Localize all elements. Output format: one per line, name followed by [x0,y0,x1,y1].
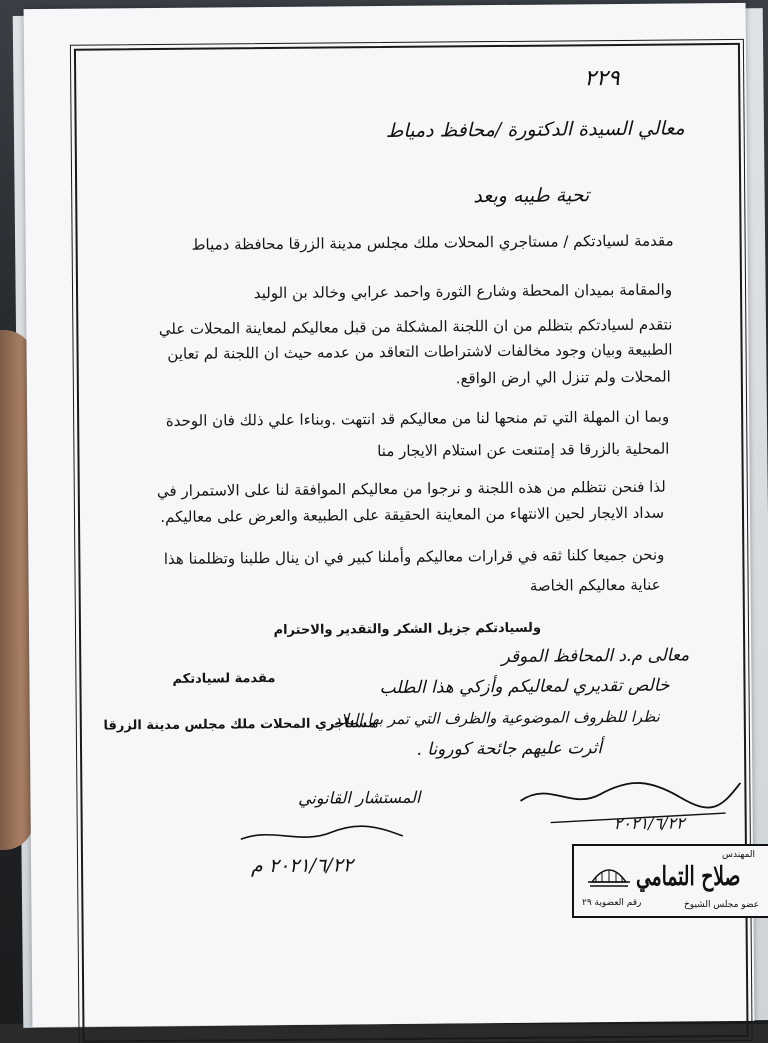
annotation-line: أثرت عليهم جائحة كورونا . [416,738,603,760]
stamp-profession: المهندس [722,850,756,860]
body-line: لذا فنحن نتظلم من هذه اللجنة و نرجوا من معاليكم الموافقة لنا على الاستمرار في [156,477,666,501]
advisor-title: المستشار القانوني [297,787,421,808]
stamp-name: صلاح التمامي [636,862,741,892]
page-number: ٢٢٩ [584,65,620,92]
body-line: ونحن جميعا كلنا ثقه في قرارات معاليكم وأملنا كبير في ان ينال طلبنا وتظلمنا هذا [163,545,665,568]
annotation-line: معالى م.د المحافظ الموقر [501,645,690,668]
parliament-dome-icon [584,860,634,890]
member-stamp [572,844,768,918]
body-line: نتقدم لسيادتكم بتظلم من ان اللجنة المشكلة من قبل معاليكم لمعاينة المحلات علي [158,315,673,339]
annotation-line: خالص تقديري لمعاليكم وأزكي هذا الطلب [379,675,670,699]
submitted-to: مقدمة لسيادتكم [172,670,276,687]
submitter: مستاجري المحلات ملك مجلس مدينة الزرقا [103,716,376,734]
annotation-line: نظرا للظروف الموضوعية والظرف التي تمر بها البلاد [333,707,660,729]
stamp-membership: رقم العضوية ٢٩ [582,898,642,908]
addressee: معالي السيدة الدكتورة /محافظ دمياط [385,117,685,143]
body-line: عناية معاليكم الخاصة [529,575,661,595]
greeting: تحية طيبه وبعد [473,184,590,208]
body-line: الطبيعة وبيان وجود مخالفات لاشتراطات التعاقد من عدمه حيث ان اللجنة لم تعاين [167,340,673,363]
body-line: سداد الايجار لحين الانتهاء من المعاينة الحقيقة على الطبيعة والعرض على معاليكم. [160,503,665,526]
body-line: المحلية بالزرقا قد إمتنعت عن استلام الايجار منا [377,439,670,461]
closing-thanks: ولسيادتكم جزيل الشكر والتقدير والاحترام [273,620,542,639]
advisor-date: ٢٠٢١/٦/٢٢ م [250,854,354,878]
body-line: المحلات ولم تنزل الي ارض الواقع. [455,367,671,388]
stamp-role: عضو مجلس الشيوخ [684,900,760,910]
body-line: والمقامة بميدان المحطة وشارع الثورة واحمد عرابي وخالد بن الوليد [253,280,673,303]
body-line: وبما ان المهلة التي تم منحها لنا من معاليكم قد انتهت .وبناءا علي ذلك فان الوحدة [165,407,670,430]
body-line: مقدمة لسيادتكم / مستاجري المحلات ملك مجلس مدينة الزرقا محافظة دمياط [191,231,674,254]
annotation-date: ٢٠٢١/٦/٢٢ [613,813,685,834]
advisor-signature [231,820,411,852]
